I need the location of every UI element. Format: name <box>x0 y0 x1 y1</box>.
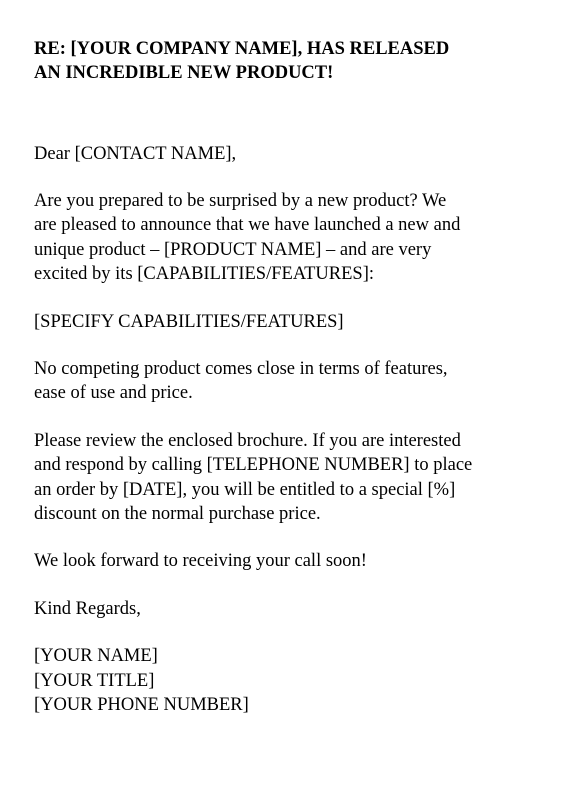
subject-line-1: RE: [YOUR COMPANY NAME], HAS RELEASED <box>34 39 450 59</box>
closing-line: We look forward to receiving your call soon! <box>34 551 367 572</box>
subject-heading <box>34 37 536 85</box>
intro-line: unique product – [PRODUCT NAME] – and are very <box>34 239 432 260</box>
features-line: [SPECIFY CAPABILITIES/FEATURES] <box>34 311 344 332</box>
competition-line: No competing product comes close in terms of features, <box>34 359 448 380</box>
intro-line: excited by its [CAPABILITIES/FEATURES]: <box>34 264 375 285</box>
signature-block <box>34 644 536 717</box>
offer-paragraph <box>34 429 536 527</box>
features-paragraph <box>34 310 536 334</box>
signature-phone: [YOUR PHONE NUMBER] <box>34 695 249 716</box>
offer-line: discount on the normal purchase price. <box>34 504 321 525</box>
competition-paragraph <box>34 357 536 406</box>
intro-line: are pleased to announce that we have launched a new and <box>34 215 461 236</box>
closing-paragraph <box>34 549 536 573</box>
signoff-line: Kind Regards, <box>34 598 141 619</box>
signoff <box>34 597 536 621</box>
intro-paragraph <box>34 189 536 287</box>
offer-line: Please review the enclosed brochure. If you are interested <box>34 430 461 451</box>
competition-line: ease of use and price. <box>34 383 193 404</box>
offer-line: an order by [DATE], you will be entitled to a special [%] <box>34 479 456 500</box>
intro-line: Are you prepared to be surprised by a new product? We <box>34 191 447 211</box>
salutation: Dear [CONTACT NAME], <box>34 144 237 164</box>
subject-line-2: AN INCREDIBLE NEW PRODUCT! <box>34 63 334 83</box>
offer-line: and respond by calling [TELEPHONE NUMBER] to place <box>34 455 473 476</box>
signature-title: [YOUR TITLE] <box>34 670 155 691</box>
signature-name: [YOUR NAME] <box>34 646 158 667</box>
